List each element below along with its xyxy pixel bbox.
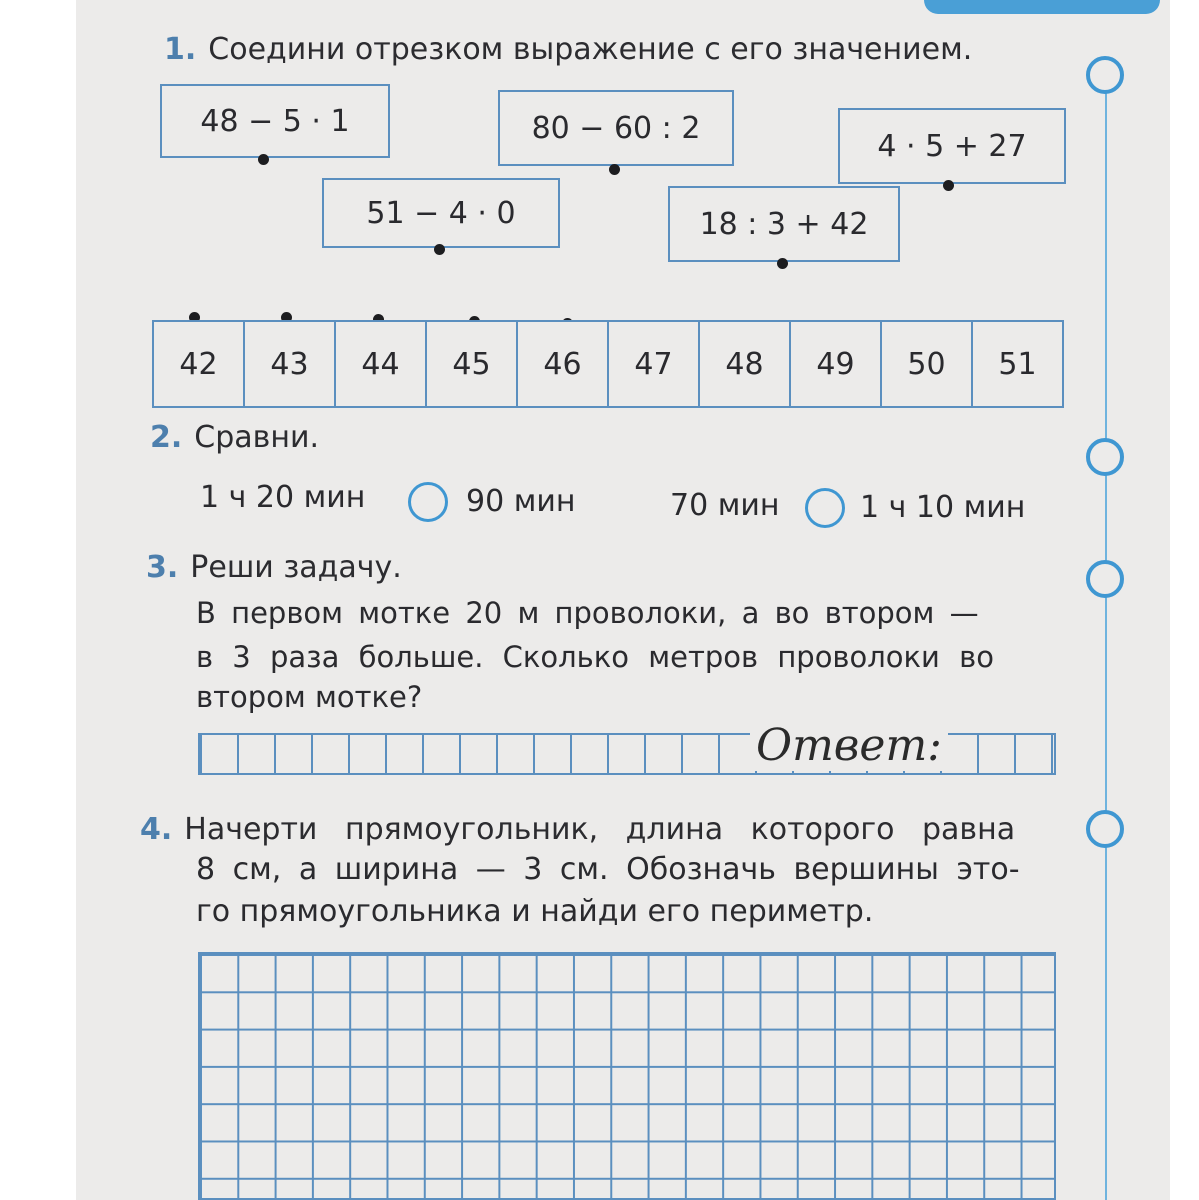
task4-heading [140,812,1015,847]
compare-sign-circle[interactable] [805,488,845,528]
values-row [152,320,1064,408]
score-circle-3[interactable] [1086,560,1124,598]
value-cell[interactable]: 45 [427,322,518,406]
score-circle-4[interactable] [1086,810,1124,848]
value-cell[interactable]: 51 [998,346,1037,382]
compare-left: 70 мин [670,488,780,523]
task1-title: Соедини отрезком выражение с его значением. [208,32,973,67]
expression-box[interactable] [322,178,560,248]
variant-tab [924,0,1160,14]
drawing-grid[interactable] [198,952,1056,1200]
expression-text: 18 : 3 + 42 [699,206,869,242]
task4-number: 4. [140,812,173,847]
compare-right: 90 мин [466,484,576,519]
value-cell[interactable]: 44 [336,322,427,406]
value-cell[interactable]: 43 [245,322,336,406]
task1-number: 1. [164,32,197,67]
task4-line: 8 см, а ширина — 3 см. Обозначь вершины это- [196,852,1020,887]
task2-heading [150,420,319,455]
right-margin [1170,0,1199,1200]
expression-text: 80 − 60 : 2 [531,110,701,146]
connection-dot[interactable] [943,180,954,191]
compare-left: 1 ч 20 мин [200,480,366,515]
task4-line: го прямоугольника и найди его периметр. [196,894,874,929]
task3-title: Реши задачу. [190,550,402,585]
task4-line: Начерти прямоугольник, длина которого равна [184,812,1016,847]
compare-right: 1 ч 10 мин [860,490,1026,525]
connection-dot[interactable] [258,154,269,165]
compare-sign-circle[interactable] [408,482,448,522]
left-margin [0,0,76,1200]
connection-dot[interactable] [777,258,788,269]
expression-box[interactable] [160,84,390,158]
value-cell[interactable]: 47 [609,322,700,406]
value-cell[interactable]: 42 [154,322,245,406]
expression-text: 4 · 5 + 27 [877,128,1027,164]
task3-number: 3. [146,550,179,585]
problem-line: втором мотке? [196,680,423,714]
task1-heading [164,32,972,67]
problem-line: В первом мотке 20 м проволоки, а во втором — [196,596,979,630]
expression-text: 48 − 5 · 1 [200,103,350,139]
expression-box[interactable] [498,90,734,166]
value-cell[interactable]: 50 [882,322,973,406]
value-cell[interactable]: 48 [700,322,791,406]
expression-box[interactable] [668,186,900,262]
connection-dot[interactable] [609,164,620,175]
answer-label: Ответ: [750,720,948,771]
value-cell[interactable]: 49 [791,322,882,406]
margin-line [1105,60,1107,1200]
score-circle-2[interactable] [1086,438,1124,476]
task2-number: 2. [150,420,183,455]
connection-dot[interactable] [434,244,445,255]
value-cell[interactable]: 46 [518,322,609,406]
task3-heading [146,550,402,585]
expression-text: 51 − 4 · 0 [366,195,516,231]
problem-line: в 3 раза больше. Сколько метров проволоки во [196,640,994,674]
task2-title: Сравни. [194,420,319,455]
score-circle-1[interactable] [1086,56,1124,94]
expression-box[interactable] [838,108,1066,184]
